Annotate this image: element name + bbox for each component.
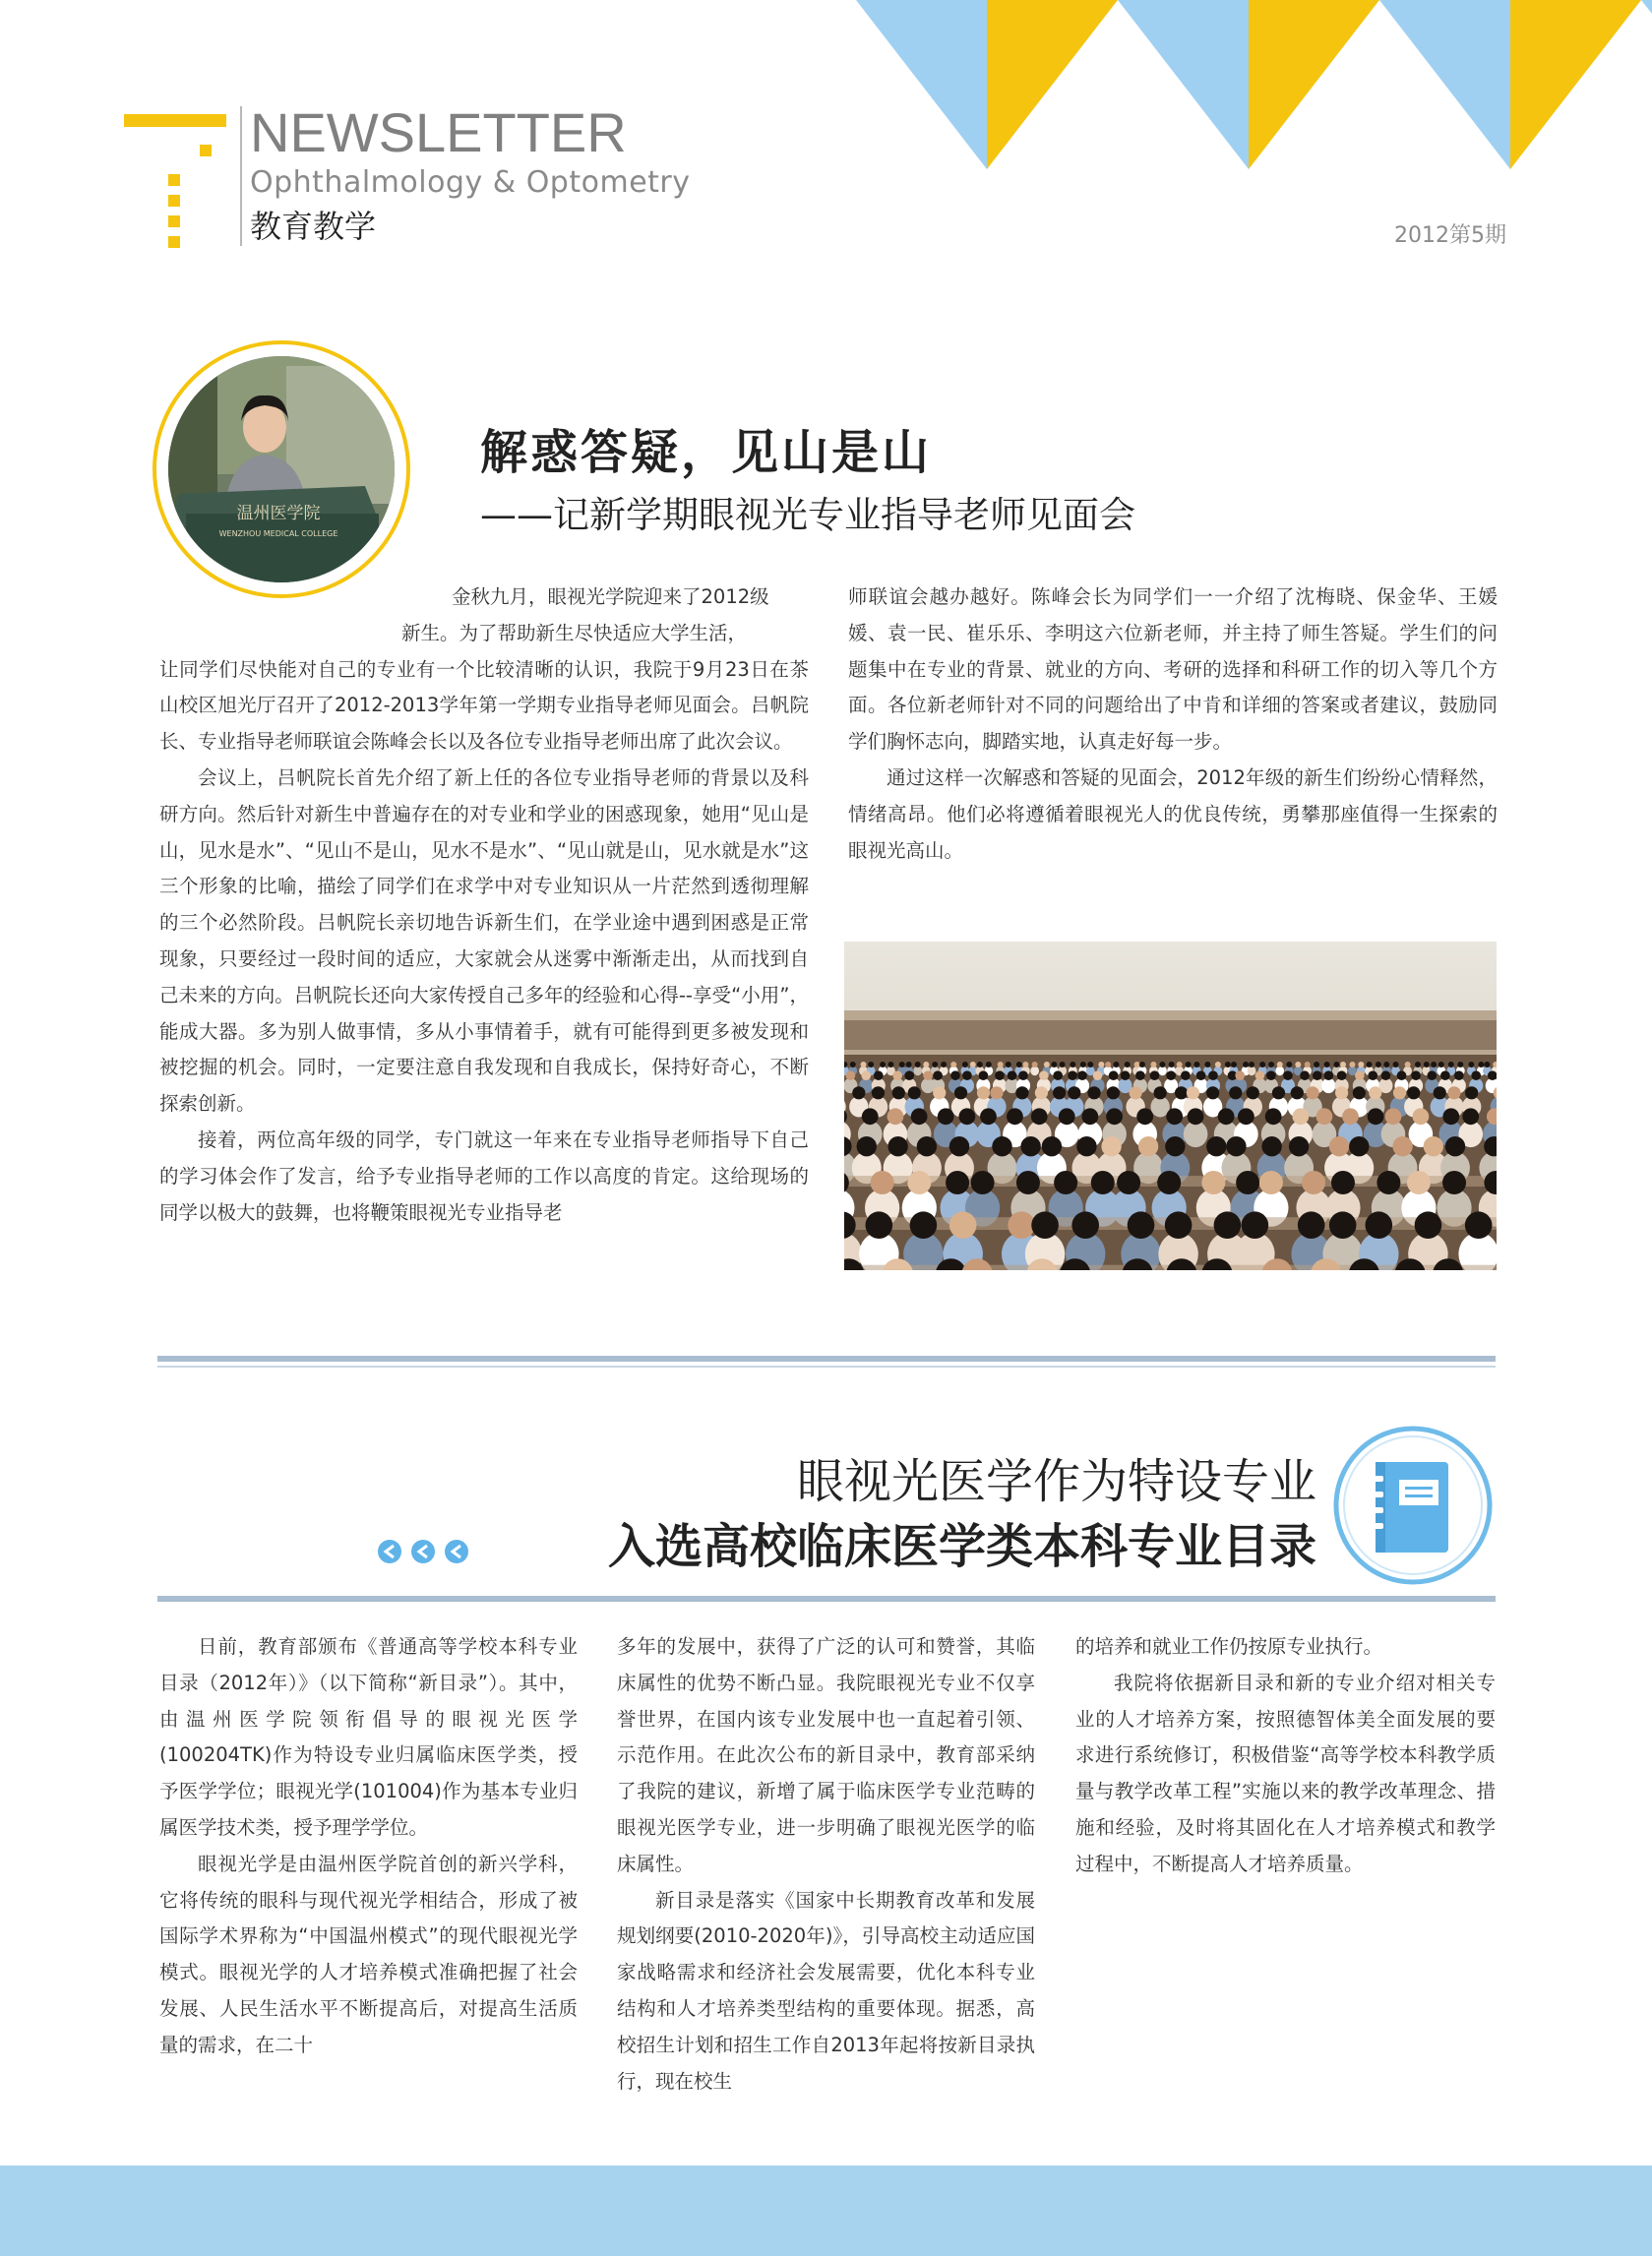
speaker-photo [168,356,395,582]
audience-member [995,1070,1005,1080]
audience-member [992,1136,1011,1156]
audience-member [1445,1136,1465,1156]
audience-member [1340,1062,1346,1067]
audience-member [1314,1062,1319,1067]
audience-member [1165,1211,1193,1239]
audience-member [1407,1171,1431,1194]
audience-member [1016,1062,1022,1067]
audience-member [950,1062,956,1067]
audience-member [1415,1211,1442,1239]
audience-member [1465,1211,1493,1239]
audience-member [954,1086,967,1099]
audience-member [1349,1062,1355,1067]
audience-member [1098,1062,1104,1067]
audience-member [915,1062,921,1067]
audience-member [1242,1211,1269,1239]
audience-member [1335,1086,1348,1099]
audience-member [1070,1062,1075,1067]
audience-member [1016,1171,1040,1194]
audience-member [1186,1062,1192,1067]
audience-member [1291,1086,1304,1099]
audience-member [1249,1062,1254,1067]
audience-member [1478,1062,1484,1067]
audience-member [1181,1070,1191,1080]
audience-member [1008,1070,1017,1080]
audience-member [1383,1062,1389,1067]
audience-member [1454,1070,1464,1080]
audience-member [1076,1136,1096,1156]
masthead-logo-dot [200,145,212,156]
audience-member [1412,1108,1429,1125]
audience-member [1215,1062,1221,1067]
audience-member [857,1136,877,1156]
audience-member [1166,1070,1176,1080]
audience-member [887,1108,904,1125]
audience-member [1022,1062,1028,1067]
audience-member [874,1070,884,1080]
audience-member [962,1062,968,1067]
audience-member [1368,1070,1377,1080]
podium-sign: 温州医学院 [236,504,321,523]
audience-member [1266,1070,1276,1080]
audience-member [1295,1062,1301,1067]
audience-member [1134,1062,1140,1067]
audience-member [979,1070,989,1080]
audience-member [1035,1086,1048,1099]
audience-member [1438,1062,1444,1067]
audience-member [1434,1086,1446,1099]
audience-member [1128,1211,1155,1239]
audience-member [1305,1062,1311,1067]
audience-member [1298,1211,1325,1239]
article2-paragraph: 新目录是落实《国家中长期教育改革和发展规划纲要(2010-2020年)》，引导高校主动适应国家战略需求和经济社会发展需要，优化本科专业结构和人才培养类型结构的重要体现。据悉，高校招生计划和招生工作自2013年起将按新目录执行，现在校生 [617,1888,1035,2093]
audience-member [1331,1171,1355,1194]
audience-member [1039,1070,1049,1080]
audience-member [1030,1067,1039,1076]
audience-member [1015,1086,1028,1099]
audience-member [908,1086,921,1099]
masthead-logo-dot [168,195,180,207]
article2-column-2 [617,1629,1035,2100]
audience-member [1105,1062,1111,1067]
audience-member [1187,1086,1199,1099]
audience-member [861,1070,871,1080]
audience-member [1393,1086,1406,1099]
article2-paragraph: 多年的发展中，获得了广泛的认可和赞誉，其临床属性的优势不断凸显。我院眼视光专业不仅享誉世界，在国内该专业发展中也一直起着引领、示范作用。在此次公布的新目录中，教育部采纳了我院的建议，新增了属于临床医学专业范畴的眼视光医学专业，进一步明确了眼视光医学的临床属性。 [617,1635,1035,1875]
audience-member [1229,1086,1242,1099]
audience-member [1060,1062,1066,1067]
audience-member [1424,1062,1430,1067]
podium-sign-en: WENZHOU MEDICAL COLLEGE [218,529,338,538]
audience-member [1355,1070,1365,1080]
audience-member [1158,1067,1167,1076]
lecture-hall-photo [844,942,1497,1270]
audience-member [1261,1136,1281,1156]
audience-member [1077,1070,1087,1080]
audience-member [1392,1136,1412,1156]
audience-member [1324,1062,1330,1067]
audience-member [980,1108,997,1125]
audience-member [1175,1086,1188,1099]
audience-member [1300,1070,1310,1080]
article2-paragraph: 我院将依据新目录和新的专业介绍对相关专业的人才培养方案，按照德智体美全面发展的要求进行系统修订，积极借鉴“高等学校本科教学质量与教学改革工程”实施以来的教学改革理念、措施和经验，及时将其固化在人才培养模式和教学过程中，不断提高人才培养质量。 [1075,1671,1496,1875]
audience-member [1068,1086,1080,1099]
audience-member [1081,1108,1098,1125]
audience-member [1442,1171,1466,1194]
chevron-left-icon [376,1538,474,1565]
audience-member [1376,1062,1381,1067]
audience-member [971,1171,995,1194]
audience-member [1457,1062,1463,1067]
audience-member [949,1136,969,1156]
audience-member [1121,1070,1131,1080]
article1-paragraph: 师联谊会越办越好。陈峰会长为同学们一一介绍了沈梅晓、保金华、王媛媛、袁一民、崔乐乐、李明这六位新老师，并主持了师生答疑。学生们的问题集中在专业的背景、就业的方向、考研的选择和科研工作的切入等几个方面。各位新老师针对不同的问题给出了中肯和详细的答案或者建议，鼓励同学们胸怀志向，脚踏实地，认真走好每一步。 [848,585,1498,754]
audience-member [1407,1086,1420,1099]
audience-member [1206,1086,1219,1099]
article2-paragraph: 日前，教育部颁布《普通高等学校本科专业目录（2012年）》（以下简称“新目录”）。其中，由温州医学院领衔倡导的眼视光医学(100204TK)作为特设专业归属临床医学类，授予医学学位；眼视光学(101004)作为基本专业归属医学技术类，授予理学学位。 [159,1635,578,1839]
audience-member [880,1062,886,1067]
audience-member [1248,1067,1256,1076]
audience-member [1275,1067,1284,1076]
audience-member [1091,1171,1115,1194]
audience-member [1235,1070,1245,1080]
audience-member [990,1086,1003,1099]
audience-member [970,1062,976,1067]
audience-member [1440,1070,1450,1080]
audience-member [868,1062,874,1067]
audience-member [1054,1171,1077,1194]
audience-member [1415,1062,1421,1067]
audience-member [1225,1062,1231,1067]
audience-member [1053,1086,1066,1099]
audience-member [1405,1062,1411,1067]
audience-member [1166,1108,1183,1125]
audience-member [899,1062,905,1067]
audience-member [1093,1070,1103,1080]
audience-member [1007,1108,1023,1125]
audience-member [910,1211,938,1239]
audience-member [1087,1086,1100,1099]
article1-line: 金秋九月，眼视光学院迎来了2012级 [452,585,769,608]
article2-title-line2: 入选高校临床医学类本科专业目录 [607,1519,1316,1574]
audience-member [1277,1062,1283,1067]
audience-member [1031,1108,1048,1125]
section-divider [157,1356,1496,1362]
article1-left-column [159,579,809,1231]
audience-member [1329,1211,1357,1239]
audience-member [1107,1086,1120,1099]
audience-member [1130,1086,1142,1099]
audience-member [1206,1136,1226,1156]
audience-member [932,1062,938,1067]
audience-member [911,1108,928,1125]
audience-member [923,1062,929,1067]
article1-title: 解惑答疑，见山是山 [480,425,933,480]
audience-member [1259,1062,1265,1067]
audience-member [1381,1070,1391,1080]
audience-member [950,1070,960,1080]
audience-member [846,1070,856,1080]
masthead-logo-dot [168,174,180,186]
audience-member [938,1108,954,1125]
audience-member [1154,1086,1167,1099]
article1-paragraph: 让同学们尽快能对自己的专业有一个比较清晰的认识，我院于9月23日在茶山校区旭光厅召开了2012-2013学年第一学期专业指导老师见面会。吕帆院长、专业指导老师联谊会陈峰会长以及各位专业指导老师出席了此次会议。 [159,657,809,754]
audience-member [850,1062,856,1067]
audience-member [1243,1062,1249,1067]
audience-member [862,1108,879,1125]
audience-member [1471,1070,1481,1080]
audience-member [1150,1062,1156,1067]
audience-member [1367,1062,1373,1067]
audience-member [892,1070,902,1080]
audience-member [1031,1211,1059,1239]
audience-member [1006,1062,1011,1067]
article2-paragraph: 的培养和就业工作仍按原专业执行。 [1075,1635,1383,1658]
triangle-banner [856,0,1652,169]
audience-member [1283,1070,1293,1080]
audience-member [1113,1062,1119,1067]
audience-member [1265,1108,1282,1125]
audience-member [892,1086,905,1099]
audience-member [1032,1062,1038,1067]
audience-member [986,1062,992,1067]
audience-member [1448,1062,1454,1067]
audience-member [923,1070,933,1080]
audience-member [1044,1062,1050,1067]
newsletter-title: NEWSLETTER [250,101,627,163]
audience-member [1184,1121,1208,1147]
audience-member [1428,1070,1438,1080]
audience-member [1226,1136,1246,1156]
audience-member [1442,1108,1459,1125]
audience-member [1316,1108,1333,1125]
newsletter-subtitle: Ophthalmology & Optometry [250,165,691,200]
audience-member [1125,1062,1131,1067]
audience-member [1349,1136,1369,1156]
article2-title-line1: 眼视光医学作为特设专业 [796,1454,1316,1509]
audience-member [1397,1070,1407,1080]
audience-member [1369,1086,1381,1099]
audience-member [998,1062,1004,1067]
audience-member [872,1086,885,1099]
article1-paragraph: 接着，两位高年级的同学，专门就这一年来在专业指导老师指导下自己的学习体会作了发言，给予专业指导老师的工作以高度的肯定。这给现场的同学以极大的鼓舞，也将鞭策眼视光专业指导老 [159,1128,809,1224]
audience-member [1484,1062,1490,1067]
audience-member [1431,1062,1437,1067]
audience-member [1101,1136,1121,1156]
audience-member [1042,1136,1062,1156]
audience-member [1159,1062,1165,1067]
audience-member [958,1108,975,1125]
audience-member [1177,1062,1183,1067]
audience-member [1109,1070,1119,1080]
audience-member [1272,1086,1285,1099]
audience-member [1051,1062,1057,1067]
article2-column-3 [1075,1629,1496,1883]
audience-member [1302,1171,1325,1194]
audience-member [871,1171,894,1194]
audience-member [1368,1108,1384,1125]
audience-member [1204,1062,1210,1067]
audience-member [1238,1108,1254,1125]
audience-member [1208,1070,1218,1080]
audience-member [1259,1171,1283,1194]
audience-member [1136,1108,1153,1125]
audience-member [1353,1086,1366,1099]
audience-member [1169,1062,1175,1067]
audience-member [1385,1108,1402,1125]
audience-member [946,1171,969,1194]
audience-member [1247,1086,1259,1099]
audience-member [1337,1070,1347,1080]
audience-member [1465,1086,1478,1099]
audience-member [1377,1171,1400,1194]
audience-member [1268,1062,1274,1067]
audience-member [1008,1211,1035,1239]
masthead-logo-dot [168,236,180,248]
audience-member [1218,1108,1235,1125]
audience-member [1447,1086,1460,1099]
audience-member [1424,1136,1443,1156]
audience-member [1236,1171,1259,1194]
audience-member [1358,1062,1364,1067]
audience-member [1150,1070,1160,1080]
audience-member [1135,1070,1145,1080]
audience-member [1139,1062,1145,1067]
article2-heading-rule [157,1596,1496,1602]
audience-member [933,1070,943,1080]
audience-member [1255,1070,1265,1080]
masthead-logo-bar [124,114,226,127]
audience-member [1080,1062,1086,1067]
audience-member [1313,1070,1322,1080]
audience-member [933,1086,946,1099]
audience-member [977,1086,990,1099]
masthead-logo-dot [168,215,180,227]
audience-member [887,1136,907,1156]
audience-member [907,1171,931,1194]
audience-member [860,1062,866,1067]
audience-member [913,1067,922,1076]
audience-member [1020,1136,1040,1156]
audience-member [1321,1078,1335,1093]
audience-member [1411,1070,1421,1080]
audience-member [1165,1136,1185,1156]
audience-member [1068,1070,1077,1080]
audience-member [1196,1070,1206,1080]
issue-number: 2012第5期 [1394,223,1506,248]
audience-member [941,1062,947,1067]
audience-member [1018,1070,1028,1080]
audience-member [1138,1136,1158,1156]
article1-paragraph: 通过这样一次解惑和答疑的见面会，2012年级的新生们纷纷心情释然，情绪高昂。他们必将遵循着眼视光人的优良传统，勇攀那座值得一生探索的眼视光高山。 [848,765,1498,862]
masthead-divider [240,106,242,246]
audience-member [1157,1171,1181,1194]
audience-member [962,1070,972,1080]
audience-member [887,1062,893,1067]
audience-member [1333,1062,1339,1067]
audience-member [1188,1108,1204,1125]
audience-member [1059,1108,1075,1125]
audience-member [904,1070,914,1080]
audience-member [1323,1070,1333,1080]
audience-member [1462,1108,1479,1125]
audience-member [1306,1086,1318,1099]
audience-member [866,1211,893,1239]
article2-column-1 [159,1629,578,2064]
audience-member [852,1086,865,1099]
article1-paragraph: 会议上，吕帆院长首先介绍了新上任的各位专业指导老师的背景以及科研方向。然后针对新生中普遍存在的对专业和学业的困惑现象，她用“见山是山，见水是水”、“见山不是山，见水不是水”、“见山就是山，见水就是水”这三个形象的比喻，描绘了同学们在求学中对专业知识从一片茫然到透彻理解的三个必然阶段。吕帆院长亲切地告诉新生们，在学业途中遇到困惑是正常现象，只要经过一段时间的适应，大家就会从迷雾中渐渐走出，从而找到自己未来的方向。吕帆院长还向大家传授自己多年的经验和心得--享受“小用”，能成大器。多为别人做事情，多从小事情着手，就有可能得到更多被发现和被挖掘的机会。同时，一定要注意自我发现和自我成长，保持好奇心，不断探索创新。 [159,765,809,1116]
audience-member [1193,1062,1199,1067]
audience-member [917,1136,937,1156]
audience-member [1286,1062,1292,1067]
audience-member [1087,1062,1093,1067]
section-label: 教育教学 [250,208,377,245]
article1-right-column [848,579,1498,869]
audience-member [1201,1171,1225,1194]
audience-member [977,1062,983,1067]
article2-paragraph: 眼视光学是由温州医学院首创的新兴学科，它将传统的眼科与现代视光学相结合，形成了被国际学术界称为“中国温州模式”的现代眼视光学模式。眼视光学的人才培养模式准确把握了社会发展、人民生活水平不断提高后，对提高生活质量的需求，在二十 [159,1852,578,2056]
audience-member [1053,1070,1063,1080]
audience-member [1289,1136,1309,1156]
audience-member [1106,1108,1123,1125]
audience-member [1342,1108,1359,1125]
audience-member [1214,1211,1242,1239]
audience-member [1071,1211,1099,1239]
notebook-icon [1332,1425,1494,1586]
article1-line: 新生。为了帮助新生尽快适应大学生活， [401,621,748,644]
section-divider-thin [157,1366,1496,1368]
audience-member [1292,1108,1309,1125]
audience-member [1329,1136,1349,1156]
audience-member [949,1211,977,1239]
article1-subtitle: ——记新学期眼视光专业指导老师见面会 [480,494,1135,536]
audience-member [1117,1171,1140,1194]
audience-member [1231,1062,1237,1067]
audience-member [1393,1062,1399,1067]
footer-band [0,2165,1652,2256]
audience-member [1366,1211,1393,1239]
audience-member [906,1062,912,1067]
audience-member [1468,1062,1474,1067]
